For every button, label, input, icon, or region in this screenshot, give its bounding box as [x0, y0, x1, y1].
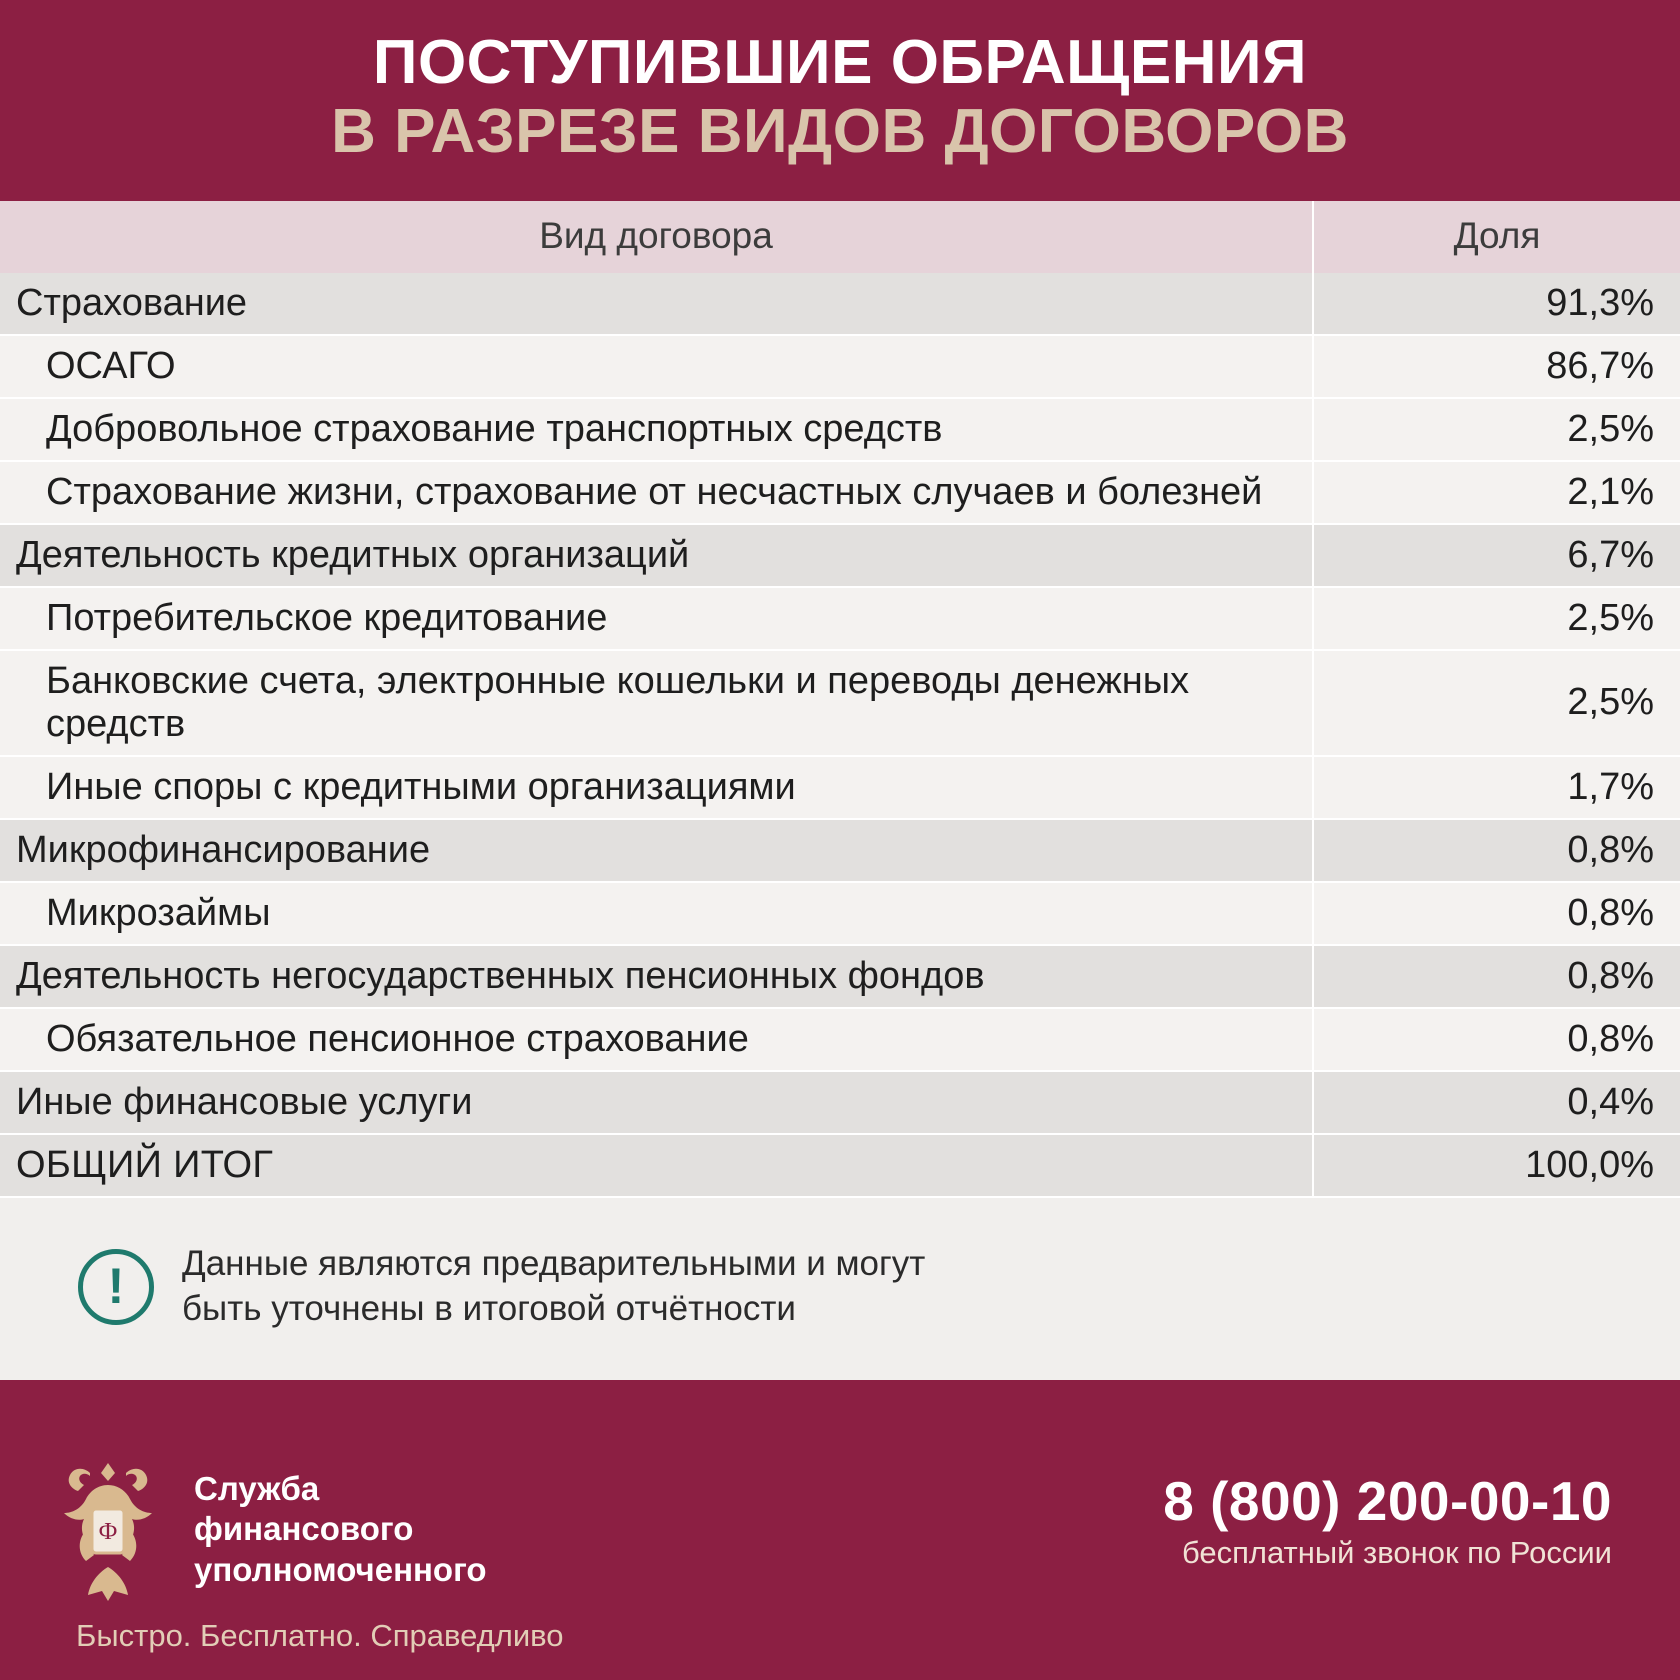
- disclaimer-text: [182, 1242, 925, 1332]
- row-share-value: 0,8%: [1313, 819, 1680, 882]
- org-name-line1: Служба: [194, 1470, 320, 1507]
- table-body: [0, 273, 1680, 1197]
- phone-number[interactable]: 8 (800) 200-00-10: [1163, 1469, 1612, 1532]
- table-row: [0, 335, 1680, 398]
- slogan: Быстро. Бесплатно. Справедливо: [76, 1618, 564, 1653]
- row-label: Страхование: [0, 273, 1313, 335]
- row-label: ОБЩИЙ ИТОГ: [0, 1134, 1313, 1197]
- row-share-value: 100,0%: [1313, 1134, 1680, 1197]
- table-row: [0, 1071, 1680, 1134]
- row-label: Микрофинансирование: [0, 819, 1313, 882]
- table-row: [0, 945, 1680, 1008]
- table-row: [0, 461, 1680, 524]
- row-label: Добровольное страхование транспортных средств: [0, 398, 1313, 461]
- row-label: Иные споры с кредитными организациями: [0, 756, 1313, 819]
- row-share-value: 91,3%: [1313, 273, 1680, 335]
- row-label: Деятельность кредитных организаций: [0, 524, 1313, 587]
- disclaimer-line2: быть уточнены в итоговой отчётности: [182, 1288, 796, 1328]
- row-share-value: 0,4%: [1313, 1071, 1680, 1134]
- row-share-value: 6,7%: [1313, 524, 1680, 587]
- row-share-value: 0,8%: [1313, 1008, 1680, 1071]
- org-name-line3: уполномоченного: [194, 1550, 487, 1588]
- row-label: Иные финансовые услуги: [0, 1071, 1313, 1134]
- page-title-line1: ПОСТУПИВШИЕ ОБРАЩЕНИЯ: [372, 28, 1308, 97]
- row-label: ОСАГО: [0, 335, 1313, 398]
- org-name: [194, 1455, 487, 1590]
- exclamation-circle-icon: [78, 1249, 154, 1325]
- org-name-line2: финансового: [194, 1510, 414, 1548]
- row-share-value: 2,5%: [1313, 398, 1680, 461]
- table-header-row: [0, 201, 1680, 273]
- table-row: [0, 273, 1680, 335]
- table-row: [0, 882, 1680, 945]
- row-label: Микрозаймы: [0, 882, 1313, 945]
- column-header-contract-type: Вид договора: [0, 201, 1313, 273]
- double-headed-eagle-emblem-icon: [48, 1455, 168, 1605]
- row-label: Банковские счета, электронные кошельки и переводы денежных средств: [0, 650, 1313, 756]
- table-row: [0, 756, 1680, 819]
- row-share-value: 86,7%: [1313, 335, 1680, 398]
- contact-block: [1163, 1471, 1632, 1590]
- header-banner: [0, 0, 1680, 201]
- row-share-value: 2,5%: [1313, 587, 1680, 650]
- phone-note: бесплатный звонок по России: [1181, 1535, 1612, 1571]
- row-share-value: 0,8%: [1313, 945, 1680, 1008]
- table-row: [0, 650, 1680, 756]
- table-row: [0, 1008, 1680, 1071]
- row-share-value: 0,8%: [1313, 882, 1680, 945]
- row-label: Страхование жизни, страхование от несчастных случаев и болезней: [0, 461, 1313, 524]
- contract-types-table: [0, 201, 1680, 1198]
- column-header-share: Доля: [1313, 201, 1680, 273]
- page-title-line2: В РАЗРЕЗЕ ВИДОВ ДОГОВОРОВ: [331, 97, 1349, 167]
- row-label: Обязательное пенсионное страхование: [0, 1008, 1313, 1071]
- table-row: [0, 398, 1680, 461]
- disclaimer-line1: Данные являются предварительными и могут: [182, 1243, 926, 1283]
- brand-block: [48, 1455, 487, 1605]
- row-share-value: 2,5%: [1313, 650, 1680, 756]
- row-share-value: 1,7%: [1313, 756, 1680, 819]
- footer-banner: [0, 1380, 1680, 1680]
- row-share-value: 2,1%: [1313, 461, 1680, 524]
- table-row: [0, 587, 1680, 650]
- disclaimer-note: [0, 1198, 1680, 1332]
- svg-text:Ф: Ф: [98, 1519, 118, 1545]
- table-row: [0, 524, 1680, 587]
- row-label: Потребительское кредитование: [0, 587, 1313, 650]
- table-row: [0, 819, 1680, 882]
- row-label: Деятельность негосударственных пенсионных фондов: [0, 945, 1313, 1008]
- table-row: [0, 1134, 1680, 1197]
